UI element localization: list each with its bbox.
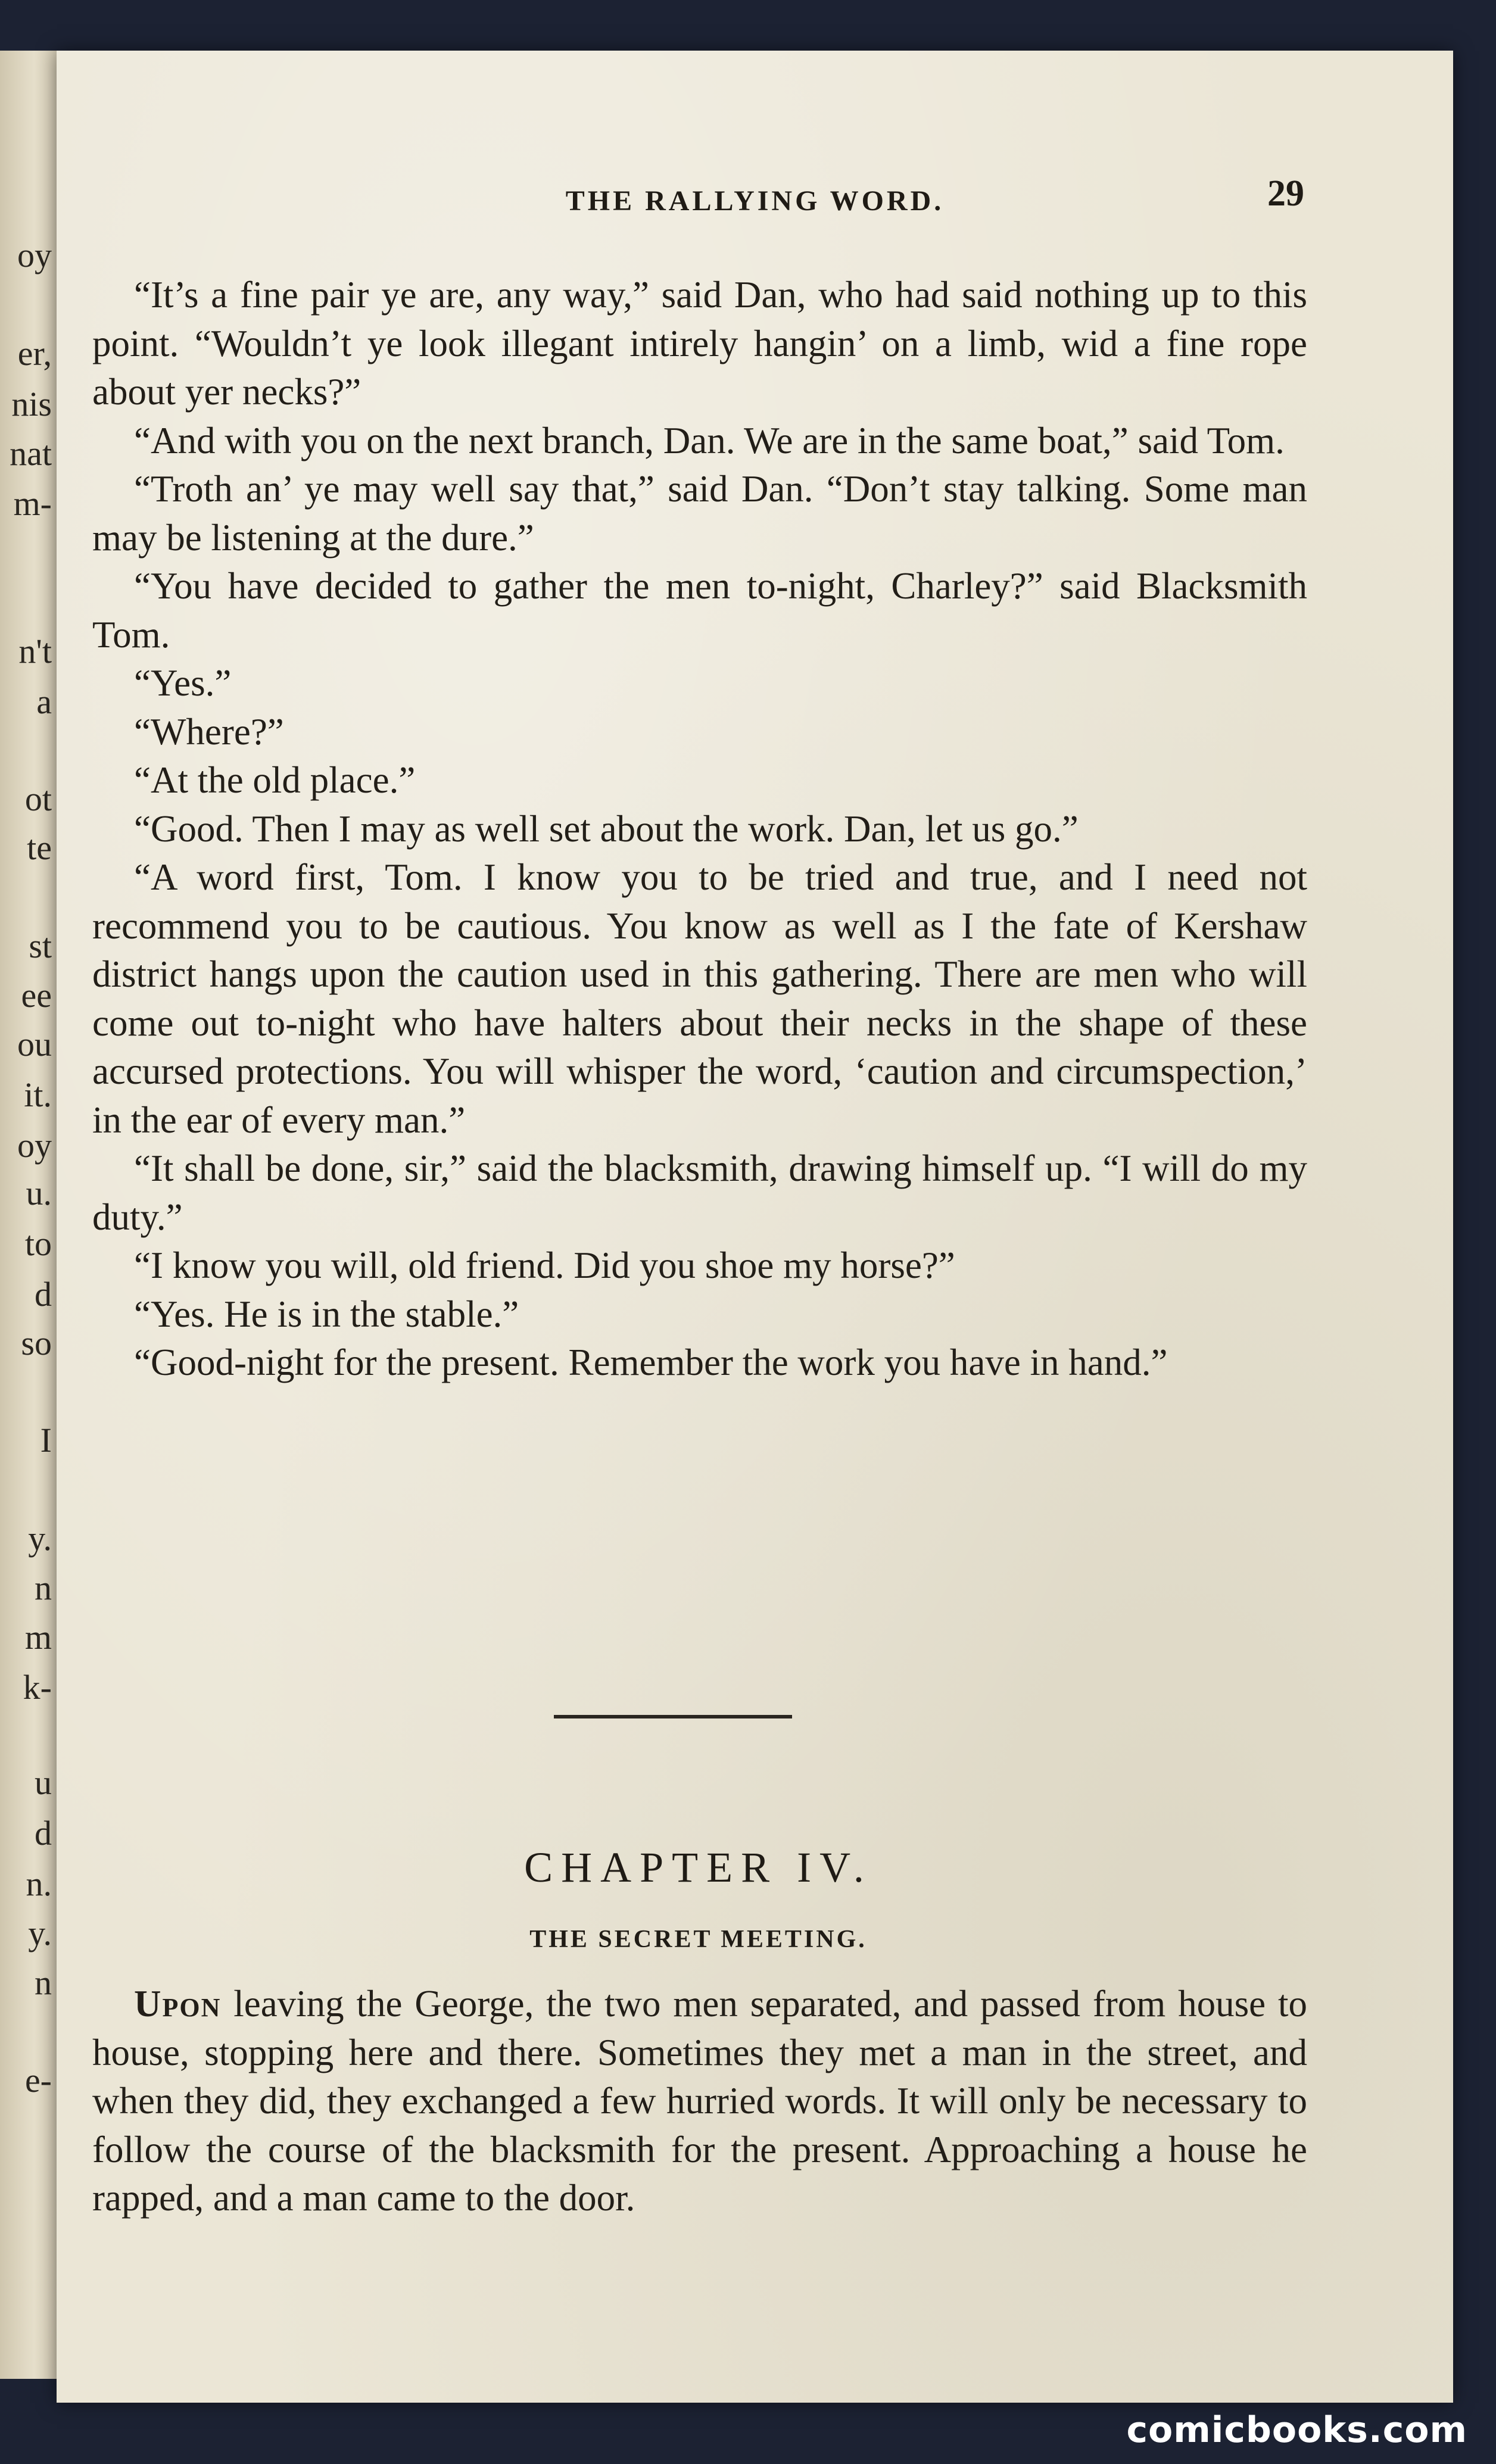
paragraph: “It’s a fine pair ye are, any way,” said Dan, who had said nothing up to this point. “Wouldn’t ye look illegant intirely hangin’ on a limb, wid a fine rope about yer necks?” — [92, 274, 1307, 413]
left-page-fragment: n't — [18, 632, 52, 670]
left-page-fragment: te — [27, 828, 52, 867]
paragraph: “Where?” — [134, 710, 284, 753]
paragraph: “And with you on the next branch, Dan. We are in the same boat,” said Tom. — [134, 419, 1285, 461]
left-page-fragment: u. — [26, 1174, 52, 1212]
running-head: THE RALLYING WORD. — [565, 185, 945, 217]
paragraph: “Yes.” — [134, 662, 232, 704]
left-page-fragment: to — [24, 1224, 52, 1263]
left-page-fragment: d — [35, 1275, 52, 1314]
left-page-fragment: nis — [11, 385, 52, 423]
left-page-fragment: k- — [23, 1668, 52, 1707]
left-page-fragment: a — [36, 682, 52, 721]
paragraph: “At the old place.” — [134, 759, 416, 801]
chapter-opening-text: leaving the George, the two men separated, and passed from house to house, stopping here and there. Sometimes they met a man in the street, and when they did, they exchanged a few hurried words. It will only be necessary to follow the course of the blacksmith for the present. Approaching a house he rapped, and a man came to the door. — [92, 1983, 1307, 2219]
paragraph: “A word first, Tom. I know you to be tried and true, and I need not recommend you to be cautious. You know as well as I the fate of Kershaw district hangs upon the caution used in this gathering. There are men who will come out to-night who have halters about their necks in the shape of these accursed protections. You will whisper the word, ‘caution and circumspection,’ in the ear of every man.” — [92, 856, 1307, 1141]
left-page-fragment: nat — [10, 434, 52, 473]
left-page-edge — [0, 51, 58, 2379]
left-page-fragment: m- — [13, 484, 52, 523]
left-page-fragment: it. — [24, 1075, 52, 1114]
left-page-fragment: ot — [24, 779, 52, 818]
left-page-fragment: st — [29, 927, 52, 965]
left-page-fragment: er, — [17, 334, 52, 373]
left-page-fragment: e- — [24, 2061, 52, 2100]
left-page-fragment: ee — [21, 976, 52, 1015]
chapter-subtitle: THE SECRET MEETING. — [529, 1926, 867, 1953]
left-page-fragment: n — [35, 1963, 52, 2002]
paragraph: “You have decided to gather the men to-night, Charley?” said Blacksmith Tom. — [92, 565, 1307, 656]
left-page-fragment: n. — [26, 1864, 52, 1903]
body-text — [92, 271, 1307, 1387]
left-page-fragment: I — [40, 1421, 52, 1459]
left-page-fragment: ou — [17, 1025, 52, 1063]
left-page-fragment: d — [35, 1814, 52, 1852]
dropcap-word: Upon — [134, 1983, 222, 2025]
left-page-fragment: y. — [28, 1914, 52, 1953]
section-divider — [554, 1715, 792, 1718]
left-page-fragment: y. — [28, 1519, 52, 1558]
chapter-body — [92, 1980, 1307, 2223]
book-page — [57, 51, 1453, 2403]
paragraph: “It shall be done, sir,” said the blacksmith, drawing himself up. “I will do my duty.” — [92, 1147, 1307, 1238]
left-page-fragment: u — [35, 1763, 52, 1802]
paragraph: “I know you will, old friend. Did you shoe my horse?” — [134, 1245, 955, 1286]
left-page-fragment: oy — [17, 236, 52, 275]
page-number: 29 — [1267, 173, 1304, 214]
paragraph: “Good-night for the present. Remember the work you have in hand.” — [134, 1342, 1168, 1383]
paragraph: “Good. Then I may as well set about the work. Dan, let us go.” — [134, 807, 1079, 850]
paragraph: “Yes. He is in the stable.” — [134, 1293, 519, 1335]
chapter-opening-paragraph — [92, 1980, 1307, 2223]
left-page-fragment: m — [24, 1618, 52, 1657]
left-page-fragment: n — [35, 1568, 52, 1607]
left-page-fragment: oy — [17, 1126, 52, 1165]
left-page-fragment: so — [21, 1324, 52, 1362]
watermark: comicbooks.com — [1126, 2409, 1467, 2451]
chapter-title: CHAPTER IV. — [524, 1844, 872, 1891]
paragraph: “Troth an’ ye may well say that,” said Dan. “Don’t stay talking. Some man may be listening at the dure.” — [92, 468, 1307, 559]
